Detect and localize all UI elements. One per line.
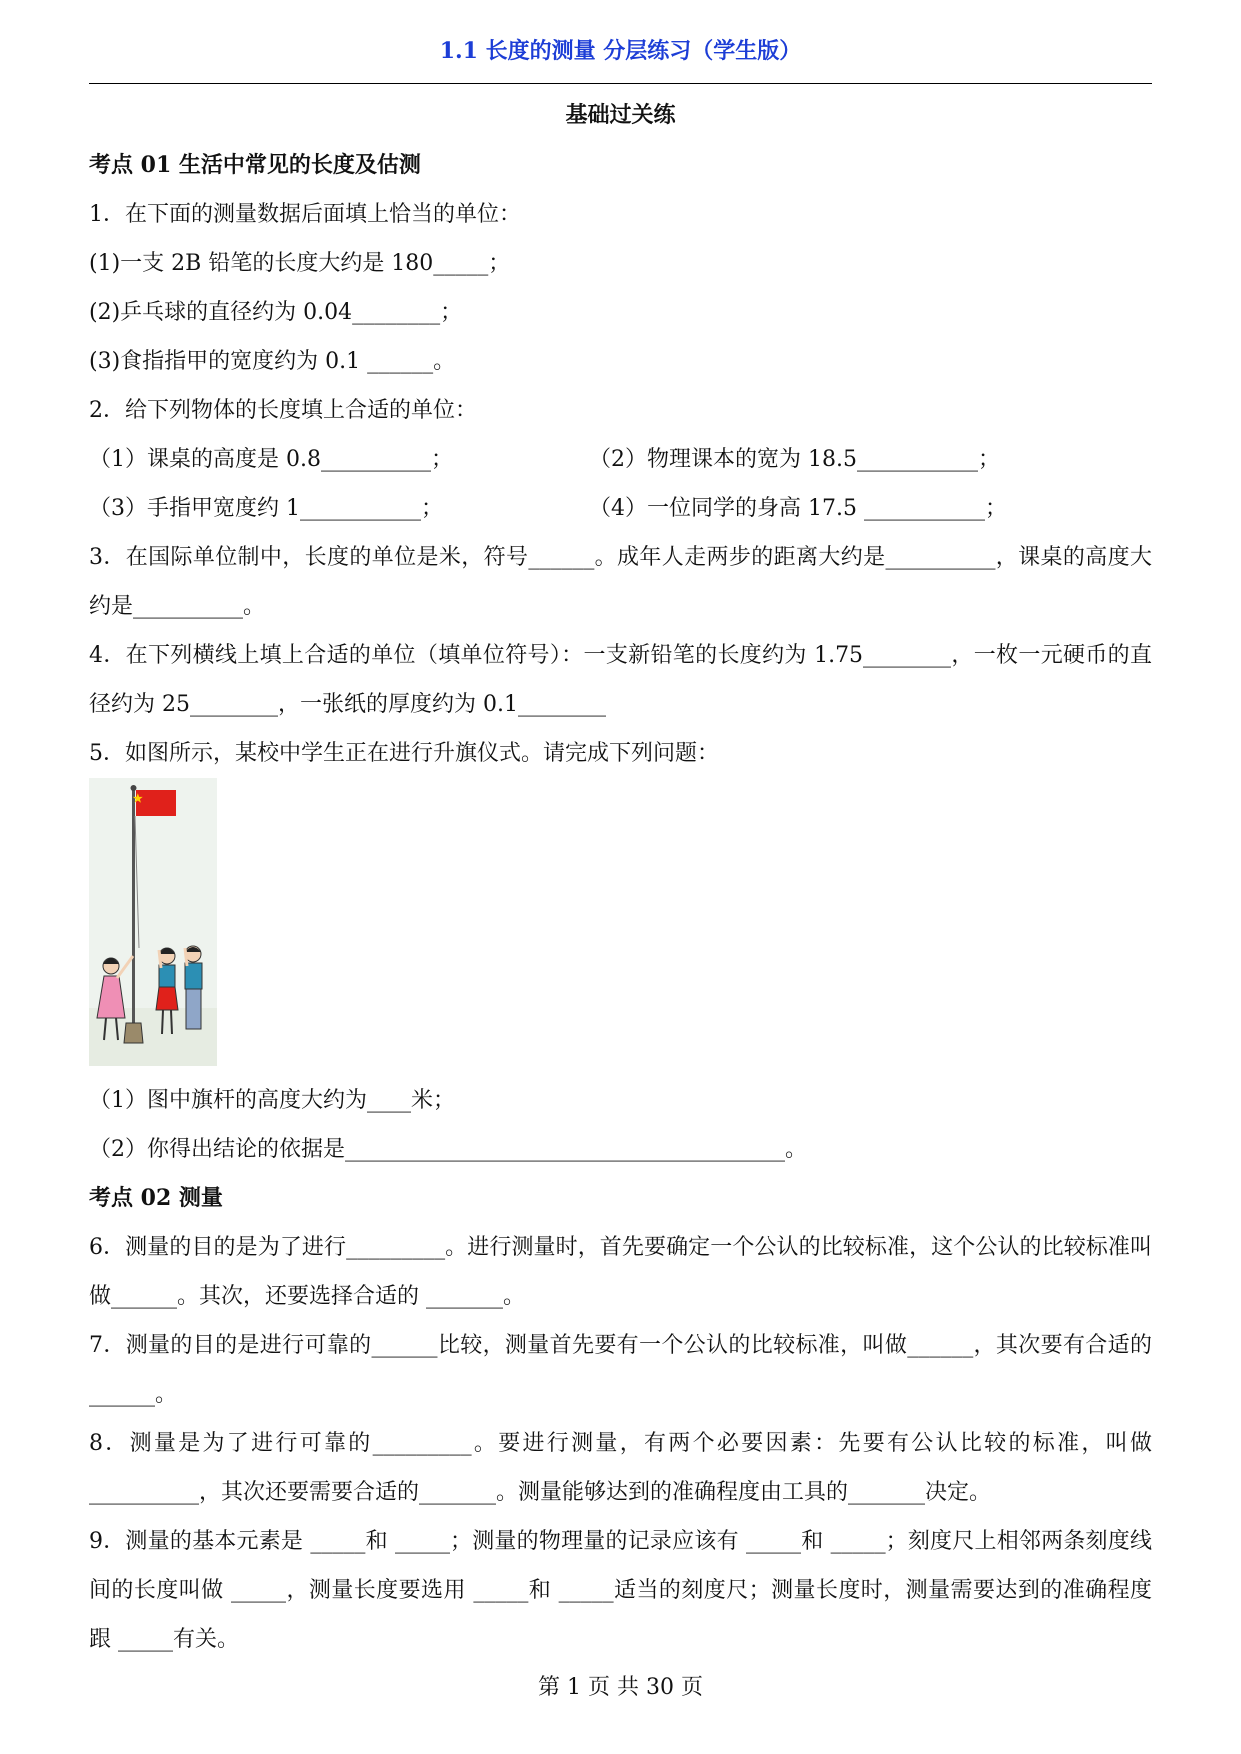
header-divider [89, 83, 1152, 84]
q2-stem: 2．给下列物体的长度填上合适的单位： [89, 398, 477, 423]
q6: 6．测量的目的是为了进行_________。进行测量时，首先要确定一个公认的比较标准，这个公认的比较标准叫做______。其次，还要选择合适的 _______。 [89, 1235, 1152, 1309]
q8: 8．测量是为了进行可靠的_________。要进行测量，有两个必要因素：先要有公认比较的标准，叫做__________，其次还要需要合适的_______。测量能够达到的准确程度由工具的_______决定。 [89, 1431, 1152, 1505]
q2-item-3: （3）手指甲宽度约 1___________； [89, 496, 443, 521]
flag-icon [136, 790, 176, 816]
q5-part-1: （1）图中旗杆的高度大约为____米； [89, 1088, 455, 1113]
q1-part-2: (2)乒乓球的直径约为 0.04________； [89, 300, 463, 325]
q4: 4．在下列横线上填上合适的单位（填单位符号）：一支新铅笔的长度约为 1.75________，一枚一元硬币的直径约为 25________，一张纸的厚度约为 0.1________ [89, 643, 1152, 717]
q1-part-1: (1)一支 2B 铅笔的长度大约是 180_____； [89, 251, 511, 276]
flag-raising-illustration [89, 778, 217, 1066]
q2-row-1 [89, 435, 1152, 484]
point-01-heading: 考点 01 生活中常见的长度及估测 [89, 152, 421, 178]
q2-item-4: （4）一位同学的身高 17.5 ___________； [589, 496, 1007, 521]
section-title: 基础过关练 [565, 102, 676, 128]
point-02-heading: 考点 02 测量 [89, 1185, 223, 1211]
q2-item-1: （1）课桌的高度是 0.8__________； [89, 447, 453, 472]
q2-row-2 [89, 484, 1152, 533]
q1-part-3: (3)食指指甲的宽度约为 0.1 ______。 [89, 349, 456, 374]
q9: 9．测量的基本元素是 _____和 _____；测量的物理量的记录应该有 _____和 _____；刻度尺上相邻两条刻度线间的长度叫做 _____，测量长度要选用 _____和 _____适当的刻度尺；测量长度时，测量需要达到的准确程度跟 _____有关。 [89, 1529, 1152, 1652]
q5-part-2: （2）你得出结论的依据是________________________________________。 [89, 1137, 807, 1162]
page-footer: 第 1 页 共 30 页 [538, 1675, 703, 1700]
document-title: 1.1 长度的测量 分层练习（学生版） [439, 38, 802, 64]
q3: 3．在国际单位制中，长度的单位是米，符号______。成年人走两步的距离大约是__________，课桌的高度大约是__________。 [89, 545, 1152, 619]
q5-stem: 5．如图所示，某校中学生正在进行升旗仪式。请完成下列问题： [89, 741, 719, 766]
document-body [89, 141, 1152, 1664]
q7: 7．测量的目的是进行可靠的______比较，测量首先要有一个公认的比较标准，叫做______，其次要有合适的______。 [89, 1333, 1152, 1407]
q1-stem: 1．在下面的测量数据后面填上恰当的单位： [89, 202, 521, 227]
q2-item-2: （2）物理课本的宽为 18.5___________； [589, 447, 1000, 472]
